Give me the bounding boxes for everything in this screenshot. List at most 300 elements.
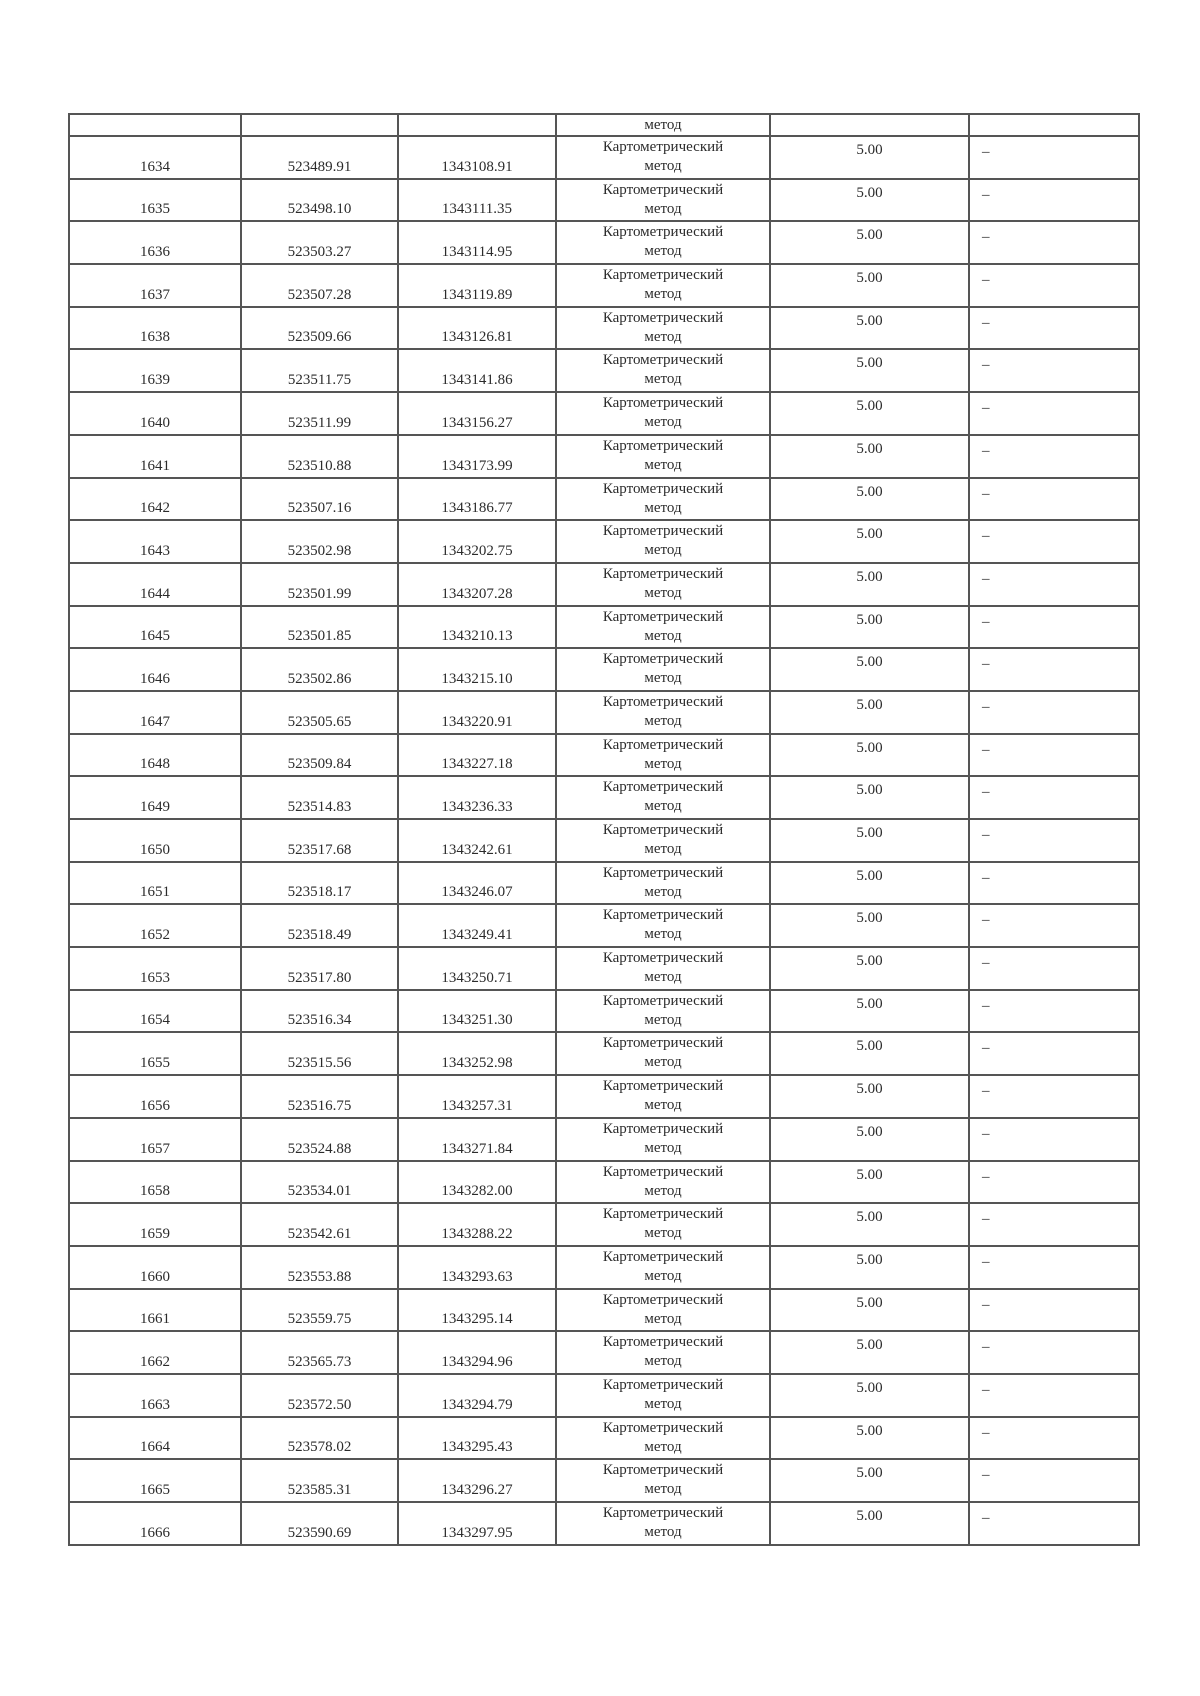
accuracy-cell [770,179,969,222]
note-text: – [982,912,990,929]
y-coordinate-cell [398,1075,556,1118]
point-number-text: 1653 [140,969,170,986]
y-coordinate-text: 1343220.91 [441,713,513,730]
x-coordinate-text: 523505.65 [287,713,352,730]
point-number-text: 1651 [140,884,170,901]
accuracy-text: 5.00 [856,142,883,158]
y-coordinate-cell [398,520,556,563]
note-cell [969,563,1139,606]
x-coordinate-text: 523534.01 [287,1183,352,1200]
x-coordinate-text: 523524.88 [287,1140,352,1157]
method-cell [556,862,770,905]
y-coordinate-cell [398,947,556,990]
y-coordinate-cell [398,435,556,478]
y-coordinate-text: 1343250.71 [441,969,513,986]
table-row [69,1459,1139,1502]
note-text: – [982,698,990,715]
table-row [69,819,1139,862]
method-text: Картометрический метод [602,1505,724,1540]
method-text: Картометрический метод [602,651,724,687]
y-coordinate-cell [398,776,556,819]
table-row [69,136,1139,179]
point-number-text: 1639 [140,372,170,389]
method-cell [556,520,770,563]
point-number-text: 1636 [140,244,170,261]
y-coordinate-text: 1343156.27 [441,414,513,431]
method-cell [556,1246,770,1289]
table-row [69,221,1139,264]
accuracy-text: 5.00 [856,867,883,884]
table-row [69,392,1139,435]
point-number-cell [69,349,241,392]
table-row [69,435,1139,478]
note-text: – [982,613,990,630]
accuracy-text: 5.00 [856,568,883,585]
table-row [69,947,1139,990]
point-number-cell [69,606,241,649]
x-coordinate-text: 523509.84 [287,756,352,773]
accuracy-cell [770,392,969,435]
accuracy-text: 5.00 [856,440,883,457]
method-cell [556,691,770,734]
point-number-text: 1656 [140,1097,170,1114]
method-cell [556,136,770,179]
accuracy-text: 5.00 [856,1294,883,1311]
x-coordinate-cell [241,904,398,947]
note-cell [969,1075,1139,1118]
note-text: – [982,869,990,886]
note-text: – [982,827,990,843]
y-coordinate-cell [398,1118,556,1161]
method-cell [556,819,770,862]
point-number-cell [69,1118,241,1161]
point-number-text: 1655 [140,1055,170,1072]
point-number-text: 1657 [140,1140,170,1157]
method-text: Картометрический метод [602,822,724,857]
accuracy-cell [770,1246,969,1289]
y-coordinate-text: 1343173.99 [441,457,513,474]
x-coordinate-text: 523565.73 [287,1353,352,1370]
accuracy-text: 5.00 [856,1081,883,1098]
note-cell [969,734,1139,777]
y-coordinate-cell [398,307,556,350]
accuracy-text: 5.00 [856,483,883,500]
point-number-text: 1641 [140,457,170,474]
table-row [69,1032,1139,1075]
accuracy-text: 5.00 [856,1465,883,1482]
point-number-text: 1643 [140,542,170,559]
method-text: Картометрический метод [602,1291,724,1327]
x-coordinate-text: 523502.98 [287,542,352,559]
method-text: Картометрический метод [602,1376,724,1412]
point-number-cell [69,114,241,136]
x-coordinate-text: 523509.66 [287,329,352,346]
note-text: – [982,997,990,1014]
point-number-cell [69,1331,241,1374]
y-coordinate-cell [398,1032,556,1075]
method-cell [556,349,770,392]
note-cell [969,1289,1139,1332]
accuracy-cell [770,648,969,691]
method-cell [556,990,770,1033]
y-coordinate-text: 1343295.14 [441,1311,513,1328]
accuracy-cell [770,1289,969,1332]
x-coordinate-text: 523578.02 [287,1439,352,1456]
x-coordinate-text: 523559.75 [287,1311,352,1328]
method-text: Картометрический метод [602,907,724,943]
x-coordinate-cell [241,691,398,734]
table-row [69,1161,1139,1204]
note-text: – [982,442,990,459]
note-text: – [982,485,990,502]
accuracy-cell [770,1118,969,1161]
accuracy-cell [770,776,969,819]
accuracy-text: 5.00 [856,1209,883,1226]
x-coordinate-cell [241,349,398,392]
y-coordinate-text: 1343251.30 [441,1012,513,1029]
x-coordinate-cell [241,1417,398,1460]
accuracy-cell [770,1502,969,1545]
point-number-cell [69,691,241,734]
note-cell [969,520,1139,563]
method-text: Картометрический метод [602,693,724,729]
y-coordinate-text: 1343236.33 [441,799,513,815]
point-number-cell [69,1417,241,1460]
note-text: – [982,1125,990,1142]
x-coordinate-text: 523511.99 [287,414,352,431]
x-coordinate-cell [241,221,398,264]
x-coordinate-cell [241,1502,398,1545]
accuracy-cell [770,1459,969,1502]
x-coordinate-cell [241,776,398,819]
note-cell [969,904,1139,947]
y-coordinate-cell [398,1161,556,1204]
method-text: Картометрический метод [602,1334,724,1370]
note-text: – [982,1424,990,1441]
x-coordinate-cell [241,1331,398,1374]
accuracy-cell [770,819,969,862]
point-number-text: 1662 [140,1353,170,1370]
point-number-cell [69,1161,241,1204]
x-coordinate-text: 523590.69 [287,1524,352,1541]
accuracy-text: 5.00 [856,782,883,799]
accuracy-text: 5.00 [856,312,883,329]
method-text: Картометрический метод [602,950,724,986]
accuracy-text: 5.00 [856,355,883,372]
accuracy-text: 5.00 [856,825,883,841]
x-coordinate-cell [241,478,398,521]
point-number-text: 1649 [140,799,170,815]
table-row [69,1246,1139,1289]
note-text: – [982,314,990,331]
method-text: Картометрический метод [602,1206,724,1242]
point-number-cell [69,264,241,307]
method-text: Картометрический метод [602,1035,724,1071]
y-coordinate-text: 1343297.95 [441,1524,513,1541]
x-coordinate-text: 523585.31 [287,1482,352,1498]
point-number-text: 1648 [140,756,170,773]
y-coordinate-text: 1343141.86 [441,372,513,389]
accuracy-cell [770,990,969,1033]
note-text: – [982,357,990,374]
note-cell [969,1417,1139,1460]
accuracy-cell [770,734,969,777]
x-coordinate-cell [241,1118,398,1161]
x-coordinate-cell [241,947,398,990]
accuracy-text: 5.00 [856,398,883,415]
point-number-cell [69,734,241,777]
point-number-text: 1647 [140,713,170,730]
accuracy-cell [770,904,969,947]
method-text: Картометрический метод [602,1248,724,1284]
method-text: Картометрический метод [602,779,724,815]
accuracy-cell [770,862,969,905]
y-coordinate-cell [398,136,556,179]
accuracy-text: 5.00 [856,995,883,1012]
y-coordinate-cell [398,221,556,264]
table-row [69,307,1139,350]
note-cell [969,221,1139,264]
note-text: – [982,1083,990,1100]
note-cell [969,1203,1139,1246]
accuracy-text: 5.00 [856,526,883,543]
x-coordinate-cell [241,179,398,222]
accuracy-cell [770,691,969,734]
note-text: – [982,229,990,246]
y-coordinate-cell [398,179,556,222]
y-coordinate-cell [398,114,556,136]
y-coordinate-text: 1343227.18 [441,756,513,773]
note-text: – [982,955,990,972]
note-text: – [982,272,990,289]
note-text: – [982,656,990,673]
y-coordinate-text: 1343294.96 [441,1353,513,1370]
continuation-row [69,114,1139,136]
table-row [69,776,1139,819]
point-number-text: 1645 [140,628,170,645]
y-coordinate-cell [398,478,556,521]
table-row [69,1203,1139,1246]
method-cell [556,1032,770,1075]
y-coordinate-text: 1343186.77 [441,500,513,517]
note-text: – [982,784,990,801]
accuracy-text: 5.00 [856,654,883,671]
x-coordinate-cell [241,264,398,307]
note-cell [969,478,1139,521]
accuracy-text: 5.00 [856,227,883,244]
table-row [69,264,1139,307]
x-coordinate-text: 523518.49 [287,927,352,944]
method-cell [556,1417,770,1460]
point-number-text: 1637 [140,286,170,303]
method-text: Картометрический метод [602,437,724,473]
y-coordinate-text: 1343257.31 [441,1097,513,1114]
note-cell [969,606,1139,649]
table-row [69,563,1139,606]
table-row [69,349,1139,392]
note-cell [969,819,1139,862]
accuracy-cell [770,114,969,136]
accuracy-text: 5.00 [856,1123,883,1140]
accuracy-cell [770,1417,969,1460]
point-number-cell [69,1502,241,1545]
accuracy-text: 5.00 [856,184,883,201]
note-text: – [982,186,990,203]
x-coordinate-cell [241,819,398,862]
table-row [69,1331,1139,1374]
method-text: Картометрический метод [602,139,724,174]
x-coordinate-text: 523502.86 [287,670,352,687]
y-coordinate-cell [398,563,556,606]
point-number-cell [69,947,241,990]
y-coordinate-cell [398,819,556,862]
method-cell [556,179,770,222]
point-number-text: 1642 [140,500,170,517]
x-coordinate-cell [241,435,398,478]
accuracy-cell [770,520,969,563]
point-number-cell [69,136,241,179]
accuracy-text: 5.00 [856,1038,883,1055]
method-text: Картометрический метод [602,1462,724,1498]
method-text: Картометрический метод [602,480,724,516]
table-row [69,904,1139,947]
method-text: Картометрический метод [602,992,724,1028]
method-text: Картометрический метод [602,267,724,303]
y-coordinate-cell [398,1417,556,1460]
method-cell [556,606,770,649]
accuracy-text: 5.00 [856,1166,883,1183]
note-text: – [982,1040,990,1057]
accuracy-cell [770,1075,969,1118]
accuracy-cell [770,563,969,606]
point-number-cell [69,478,241,521]
x-coordinate-cell [241,520,398,563]
x-coordinate-text: 523515.56 [287,1055,352,1072]
y-coordinate-cell [398,1203,556,1246]
y-coordinate-text: 1343114.95 [441,244,513,261]
y-coordinate-cell [398,734,556,777]
point-number-text: 1660 [140,1268,170,1285]
note-cell [969,776,1139,819]
accuracy-text: 5.00 [856,1337,883,1354]
y-coordinate-cell [398,264,556,307]
point-number-cell [69,1374,241,1417]
x-coordinate-text: 523498.10 [287,201,352,218]
y-coordinate-text: 1343252.98 [441,1055,513,1072]
accuracy-cell [770,1032,969,1075]
x-coordinate-cell [241,648,398,691]
method-cell [556,435,770,478]
method-cell [556,648,770,691]
point-number-text: 1640 [140,414,170,431]
y-coordinate-text: 1343288.22 [441,1225,513,1242]
method-cell [556,1331,770,1374]
y-coordinate-text: 1343295.43 [441,1439,513,1456]
table-row [69,1118,1139,1161]
x-coordinate-cell [241,1203,398,1246]
table-row [69,862,1139,905]
point-number-text: 1644 [140,585,170,602]
y-coordinate-cell [398,606,556,649]
x-coordinate-text: 523516.34 [287,1012,352,1029]
x-coordinate-cell [241,1075,398,1118]
x-coordinate-text: 523501.99 [287,585,352,602]
note-cell [969,307,1139,350]
y-coordinate-text: 1343242.61 [441,841,513,858]
y-coordinate-cell [398,1502,556,1545]
point-number-cell [69,1032,241,1075]
note-text: – [982,1211,990,1228]
x-coordinate-text: 523514.83 [287,799,352,815]
x-coordinate-cell [241,1459,398,1502]
point-number-text: 1646 [140,670,170,687]
method-cell [556,1374,770,1417]
note-text: – [982,741,990,758]
method-cell [556,904,770,947]
note-text: – [982,570,990,587]
y-coordinate-cell [398,1374,556,1417]
x-coordinate-text: 523572.50 [287,1396,352,1413]
note-cell [969,1374,1139,1417]
coordinates-table [68,113,1140,1546]
y-coordinate-cell [398,904,556,947]
x-coordinate-text: 523503.27 [287,244,352,261]
table-row [69,1502,1139,1545]
note-cell [969,990,1139,1033]
point-number-text: 1635 [140,201,170,218]
note-cell [969,136,1139,179]
accuracy-cell [770,435,969,478]
method-cell [556,1118,770,1161]
x-coordinate-text: 523517.80 [287,969,352,986]
point-number-cell [69,904,241,947]
accuracy-text: 5.00 [856,270,883,287]
x-coordinate-text: 523501.85 [287,628,352,645]
y-coordinate-cell [398,1246,556,1289]
method-text: Картометрический метод [602,395,724,431]
method-text: метод [644,117,682,133]
method-text: Картометрический метод [602,523,724,559]
x-coordinate-cell [241,1032,398,1075]
y-coordinate-text: 1343271.84 [441,1140,513,1157]
method-cell [556,221,770,264]
method-cell [556,734,770,777]
x-coordinate-cell [241,1289,398,1332]
point-number-text: 1654 [140,1012,170,1029]
method-text: Картометрический метод [602,1078,724,1114]
y-coordinate-text: 1343293.63 [441,1268,513,1285]
note-cell [969,1502,1139,1545]
point-number-cell [69,520,241,563]
x-coordinate-cell [241,734,398,777]
note-text: – [982,528,990,545]
point-number-text: 1634 [140,158,170,175]
accuracy-cell [770,1374,969,1417]
note-cell [969,691,1139,734]
method-cell [556,478,770,521]
y-coordinate-text: 1343282.00 [441,1183,513,1200]
accuracy-cell [770,1203,969,1246]
method-text: Картометрический метод [602,565,724,601]
accuracy-cell [770,947,969,990]
y-coordinate-text: 1343249.41 [441,927,513,944]
note-text: – [982,1339,990,1356]
x-coordinate-cell [241,136,398,179]
method-text: Картометрический метод [602,352,724,388]
point-number-text: 1663 [140,1396,170,1413]
y-coordinate-text: 1343207.28 [441,585,513,602]
point-number-text: 1659 [140,1225,170,1242]
